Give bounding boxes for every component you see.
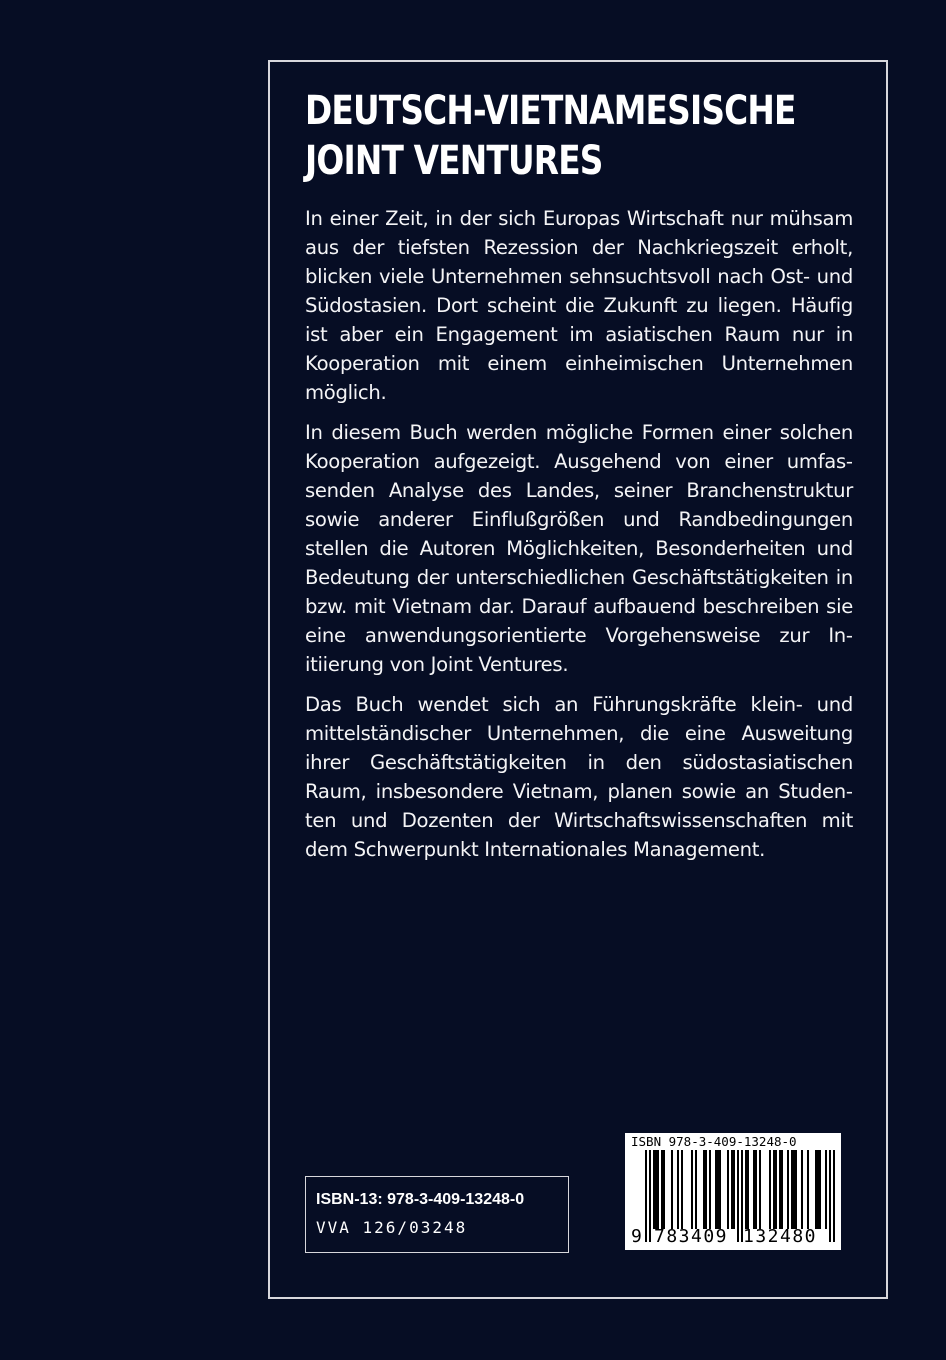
- barcode-bar: [759, 1150, 761, 1229]
- barcode-bar: [653, 1150, 655, 1229]
- barcode-bar: [779, 1150, 781, 1229]
- barcode-bar: [773, 1150, 775, 1229]
- barcode-bar: [787, 1150, 789, 1229]
- barcode-isbn-label: ISBN 978-3-409-13248-0: [631, 1134, 797, 1149]
- barcode-bar: [681, 1150, 683, 1229]
- barcode-bar: [709, 1150, 711, 1229]
- barcode-bar: [733, 1150, 735, 1229]
- barcode-bar: [671, 1150, 673, 1229]
- title-line-2: JOINT VENTURES: [305, 138, 603, 184]
- barcode-bar: [781, 1150, 783, 1229]
- book-title: [305, 86, 796, 186]
- isbn-13-label: ISBN-13: 978-3-409-13248-0: [316, 1191, 525, 1208]
- barcode-bar: [807, 1150, 809, 1229]
- barcode-bar: [677, 1150, 679, 1229]
- barcode-bar: [817, 1150, 819, 1229]
- barcode-guard-bar: [833, 1150, 835, 1242]
- barcode-bar: [801, 1150, 803, 1229]
- barcode-bar: [655, 1150, 657, 1229]
- barcode-guard-bar: [829, 1150, 831, 1242]
- barcode-bar: [657, 1150, 659, 1229]
- barcode-left-digits: 783409: [654, 1226, 729, 1247]
- barcode-bar: [661, 1150, 663, 1229]
- blurb-paragraph-3: Das Buch wendet sich an Führungskräfte klein- und mittelständischer Unternehmen, die eine Ausweitung ihrer Geschäftstätigkeiten in den südostasiatischen Raum, insbesondere Vietnam, planen sowie an Studenten und Dozenten der Wirtschaftswissenschaften mit dem Schwerpunkt Internationales Management.: [305, 693, 853, 861]
- barcode-bar: [663, 1150, 665, 1229]
- barcode-bar: [695, 1150, 697, 1229]
- barcode-guard-bar: [649, 1150, 651, 1242]
- barcode-guard-bar: [645, 1150, 647, 1242]
- barcode-bar: [747, 1150, 749, 1229]
- isbn-box: [305, 1176, 569, 1253]
- barcode-bar: [719, 1150, 721, 1229]
- barcode-bar: [793, 1150, 795, 1229]
- barcode-bar: [775, 1150, 777, 1229]
- barcode-bar: [755, 1150, 757, 1229]
- barcode: [625, 1133, 841, 1250]
- barcode-bar: [727, 1150, 729, 1229]
- barcode-bar: [731, 1150, 733, 1229]
- title-line-1: DEUTSCH-VIETNAMESISCHE: [305, 88, 796, 134]
- barcode-bar: [745, 1150, 747, 1229]
- barcode-bar: [795, 1150, 797, 1229]
- barcode-guard-bar: [737, 1150, 739, 1242]
- barcode-bar: [753, 1150, 755, 1229]
- blurb-text: [305, 204, 853, 875]
- barcode-bar: [791, 1150, 793, 1229]
- barcode-bar: [691, 1150, 693, 1229]
- barcode-bar: [705, 1150, 707, 1229]
- barcode-first-digit: 9: [631, 1226, 642, 1247]
- barcode-bar: [703, 1150, 705, 1229]
- barcode-right-digits: 132480: [743, 1226, 818, 1247]
- barcode-bar: [715, 1150, 717, 1229]
- vva-number: VVA 126/03248: [316, 1218, 468, 1237]
- barcode-bar: [769, 1150, 771, 1229]
- barcode-bar: [819, 1150, 821, 1229]
- blurb-paragraph-2: In diesem Buch werden mögliche Formen einer solchen Kooperation aufgezeigt. Ausgehend von einer umfassenden Analyse des Landes, seiner Branchenstruktur sowie anderer Einflußgrößen und Randbedingungen stellen die Autoren Möglichkeiten, Besonderheiten und Bedeutung der unterschiedlichen Geschäftstätigkeiten in bzw. mit Vietnam dar. Darauf aufbauend beschreiben sie eine anwendungsorientierte Vorgehensweise zur Initiierung von Joint Ventures.: [305, 421, 853, 676]
- barcode-bar: [815, 1150, 817, 1229]
- barcode-bar: [825, 1150, 827, 1229]
- barcode-bar: [717, 1150, 719, 1229]
- blurb-paragraph-1: In einer Zeit, in der sich Europas Wirtschaft nur mühsam aus der tiefsten Rezession der Nachkriegszeit erholt, blicken viele Unternehmen sehnsuchtsvoll nach Ost- und Südostasien. Dort scheint die Zukunft zu liegen. Häufig ist aber ein Engagement im asiatischen Raum nur in Kooperation mit einem einheimischen Unternehmen möglich.: [305, 207, 853, 404]
